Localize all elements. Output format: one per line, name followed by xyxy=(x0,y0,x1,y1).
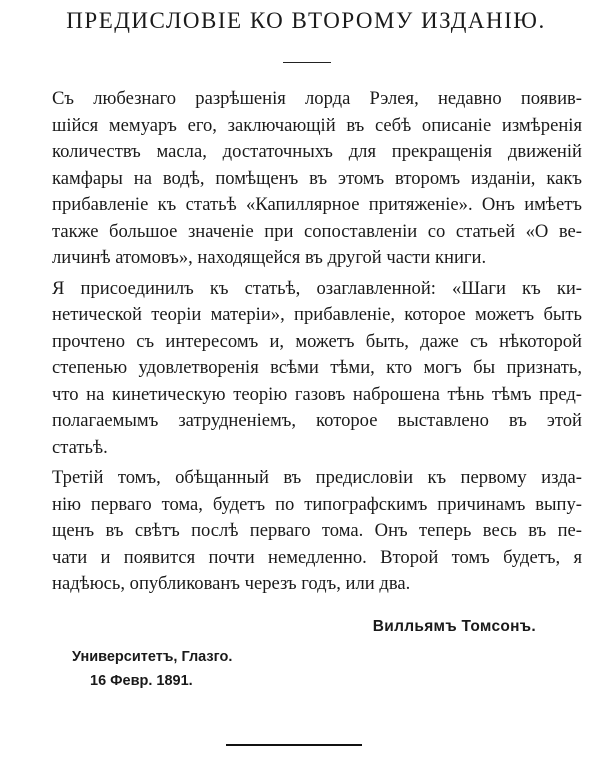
text-line: личинѣ атомовъ», находящейся въ другой части книги. xyxy=(52,247,487,268)
text-line: щенъ въ свѣтъ послѣ перваго тома. Онъ теперь весь въ пе- xyxy=(52,520,582,541)
text-line: камфары на водѣ, помѣщенъ въ этомъ второмъ изданіи, какъ xyxy=(52,167,582,189)
text-line: Я присоединилъ къ статьѣ, озаглавленной: «Шаги къ ки- xyxy=(52,277,582,299)
text-line: прочтено съ интересомъ и, можетъ быть, даже съ нѣкоторой xyxy=(52,330,582,352)
text-line: нетической теоріи матеріи», прибавленіе, которое можетъ быть xyxy=(52,304,582,325)
text-line: надѣюсь, опубликованъ черезъ годъ, или два. xyxy=(52,573,411,594)
paragraph xyxy=(36,86,582,272)
text-line: также большое значеніе при сопоставленіи со статьей «О ве- xyxy=(52,220,582,242)
title-divider xyxy=(283,62,331,63)
text-line: количествъ масла, достаточныхъ для прекращенія движеній xyxy=(52,141,582,162)
text-line: шійся мемуаръ его, заключающій въ себѣ описаніе измѣренія xyxy=(52,114,582,136)
text-line: степенью удовлетворенія всѣми тѣми, кто могъ бы признать, xyxy=(52,357,582,378)
text-line: прибавленіе къ статьѣ «Капиллярное притяженіе». Онъ имѣетъ xyxy=(52,194,582,215)
author-signature: Вилльямъ Томсонъ. xyxy=(372,618,536,635)
preface-body xyxy=(36,86,582,602)
paragraph xyxy=(36,276,582,462)
text-line: нію перваго тома, будетъ по типографскимъ причинамъ выпу- xyxy=(52,493,582,515)
bottom-divider xyxy=(226,744,362,746)
date-line: 16 Февр. 1891. xyxy=(90,673,193,689)
text-line: статьѣ. xyxy=(52,436,108,458)
text-line: чати и появится почти немедленно. Второй томъ будетъ, я xyxy=(52,546,582,568)
text-line: Съ любезнаго разрѣшенія лорда Рэлея, недавно появив- xyxy=(52,88,582,109)
place-and-date xyxy=(72,645,232,693)
place-line: Университетъ, Глазго. xyxy=(72,649,233,665)
text-line: Третій томъ, обѣщанный въ предисловіи къ первому изда- xyxy=(52,467,582,488)
text-line: что на кинетическую теорію газовъ наброшена тѣнь тѣмъ пред- xyxy=(52,383,582,405)
page-title: ПРЕДИСЛОВІЕ КО ВТОРОМУ ИЗДАНІЮ. xyxy=(66,8,546,33)
paragraph xyxy=(36,465,582,598)
text-line: полагаемымъ затрудненіемъ, которое выставлено въ этой xyxy=(52,410,582,431)
